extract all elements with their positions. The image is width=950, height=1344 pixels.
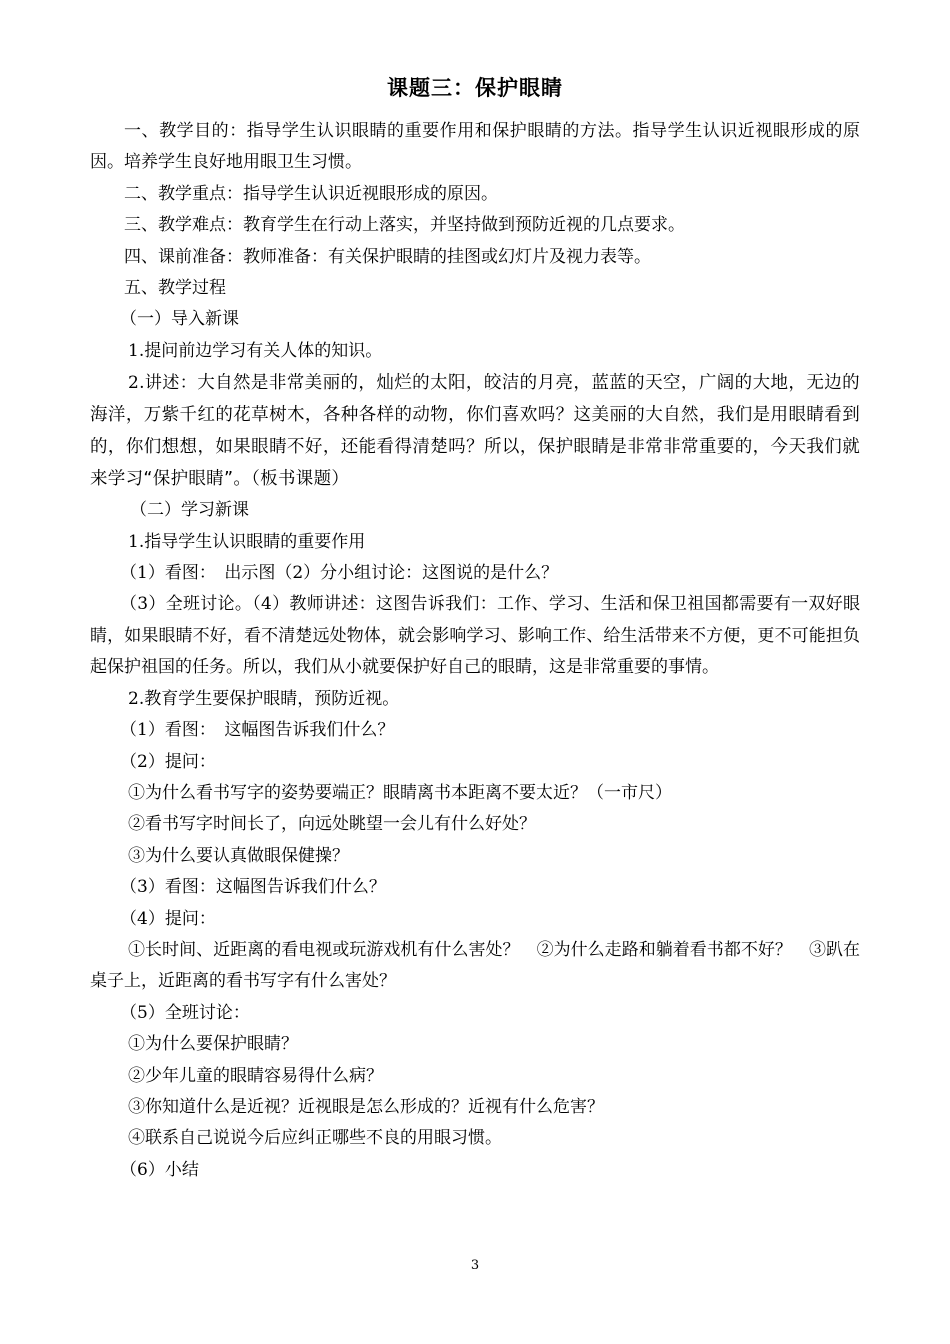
paragraph-difficulty: 三、教学难点：教育学生在行动上落实，并坚持做到预防近视的几点要求。	[124, 215, 685, 236]
paragraph-new-lesson-2-step3: （3）看图：这幅图告诉我们什么？	[120, 877, 386, 898]
paragraph-new-lesson-2-step1: （1）看图： 这幅图告诉我们什么？	[120, 720, 395, 741]
paragraph-item-2-lead: 2.讲述：	[128, 373, 198, 394]
paragraph-section-intro: （一）导入新课	[120, 309, 239, 330]
paragraph-new-lesson-1-step3: （3）全班讨论。（4）教师讲述：这图告诉我们：工作、学习、生活和保卫祖国都需要有一双好眼睛，如果眼睛不好，看不清楚远处物体，就会影响学习、影响工作、给生活带来不方便，更不可能担负起保护祖国的任务。所以，我们从小就要保护好自己的眼睛，这是非常重要的事情。	[90, 594, 860, 678]
paragraph-key-point: 二、教学重点：指导学生认识近视眼形成的原因。	[124, 183, 498, 204]
paragraph-item-1: 1.提问前边学习有关人体的知识。	[128, 340, 383, 361]
paragraph-new-lesson-2-step4: （4）提问：	[120, 908, 216, 929]
paragraph-discussion-1: ①为什么要保护眼睛？	[128, 1034, 298, 1055]
paragraph-discussion-3: ③你知道什么是近视？近视眼是怎么形成的？近视有什么危害？	[128, 1096, 604, 1117]
paragraph-teaching-goal: 一、教学目的：指导学生认识眼睛的重要作用和保护眼睛的方法。指导学生认识近视眼形成的原因。培养学生良好地用眼卫生习惯。	[90, 121, 860, 173]
paragraph-discussion-4: ④联系自己说说今后应纠正哪些不良的用眼习惯。	[128, 1128, 502, 1149]
paragraph-question-1: ①为什么看书写字的姿势要端正？眼睛离书本距离不要太近？（一市尺）	[128, 782, 672, 803]
paragraph-discussion-2: ②少年儿童的眼睛容易得什么病？	[128, 1065, 383, 1086]
paragraph-preparation: 四、课前准备：教师准备：有关保护眼睛的挂图或幻灯片及视力表等。	[124, 246, 651, 267]
paragraph-harm-questions: ①长时间、近距离的看电视或玩游戏机有什么害处？ ②为什么走路和躺着看书都不好？ ③趴在桌子上，近距离的看书写字有什么害处？	[90, 939, 860, 992]
page-number: 3	[470, 1258, 480, 1273]
paragraph-question-3: ③为什么要认真做眼保健操？	[128, 845, 349, 866]
paragraph-section-new-lesson: （二）学习新课	[130, 500, 249, 521]
paragraph-new-lesson-2: 2.教育学生要保护眼睛，预防近视。	[128, 688, 400, 709]
document-title: 课题三：保护眼睛	[387, 76, 563, 100]
paragraph-process-heading: 五、教学过程	[124, 278, 226, 299]
document-page	[90, 70, 860, 1186]
paragraph-question-2: ②看书写字时间长了，向远处眺望一会儿有什么好处？	[128, 814, 536, 835]
paragraph-new-lesson-2-step5: （5）全班讨论：	[120, 1002, 250, 1023]
paragraph-item-2	[90, 367, 860, 495]
paragraph-new-lesson-1-step1: （1）看图： 出示图（2）分小组讨论：这图说的是什么？	[120, 563, 559, 584]
paragraph-new-lesson-2-step2: （2）提问：	[120, 751, 216, 772]
paragraph-new-lesson-1: 1.指导学生认识眼睛的重要作用	[128, 531, 366, 552]
paragraph-summary: （6）小结	[120, 1159, 199, 1180]
paragraph-item-2-body: 大自然是非常美丽的，灿烂的太阳，皎洁的月亮，蓝蓝的天空，广阔的大地，无边的海洋，万紫千红的花草树木，各种各样的动物，你们喜欢吗？这美丽的大自然，我们是用眼睛看到的，你们想想，如果眼睛不好，还能看得清楚吗？所以，保护眼睛是非常非常重要的，今天我们就来学习“保护眼睛”。（板书课题）	[90, 373, 860, 490]
